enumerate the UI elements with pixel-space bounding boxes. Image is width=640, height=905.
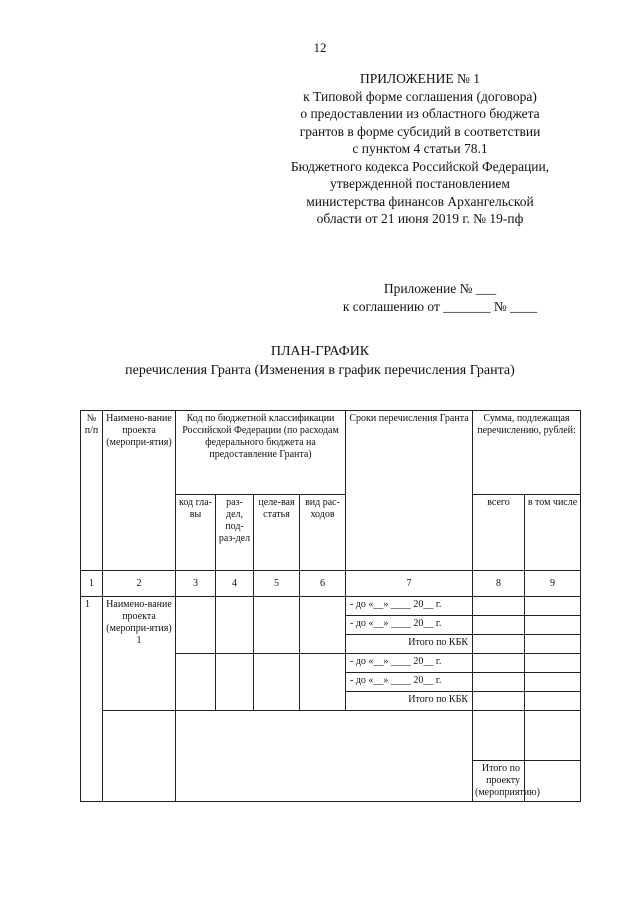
cell-code-chapter bbox=[176, 654, 216, 711]
cell-code-chapter bbox=[176, 597, 216, 654]
header-code-expense: вид рас-ходов bbox=[300, 495, 346, 571]
cell-sum-including bbox=[525, 654, 581, 673]
header-code-section: раз-дел, под-раз-дел bbox=[216, 495, 254, 571]
transfer-date: - до «__» ____ 20__ г. bbox=[346, 673, 473, 692]
kbk-total: Итого по КБК bbox=[346, 692, 473, 711]
cell-code-expense bbox=[300, 654, 346, 711]
row-num: 1 bbox=[81, 597, 103, 802]
column-number: 5 bbox=[254, 571, 300, 597]
cell-code-expense bbox=[300, 597, 346, 654]
transfer-date: - до «__» ____ 20__ г. bbox=[346, 654, 473, 673]
header-sum-total: всего bbox=[473, 495, 525, 571]
cell-empty bbox=[103, 711, 176, 802]
cell-sum-including bbox=[525, 635, 581, 654]
cell-sum-including bbox=[525, 673, 581, 692]
cell-sum-total bbox=[473, 597, 525, 616]
column-number-row bbox=[81, 571, 581, 597]
appendix-header-line: Бюджетного кодекса Российской Федерации, bbox=[290, 158, 550, 174]
agreement-date-number: к соглашению от _______ № ____ bbox=[342, 299, 538, 314]
appendix-header-line: утвержденной постановлением bbox=[330, 176, 510, 191]
cell-sum-total bbox=[473, 673, 525, 692]
cell-code-target bbox=[254, 597, 300, 654]
grant-schedule-table bbox=[80, 410, 581, 802]
cell-empty bbox=[473, 711, 525, 761]
column-number: 1 bbox=[81, 571, 103, 597]
document-title bbox=[0, 342, 640, 380]
header-num: № п/п bbox=[81, 411, 103, 571]
appendix-header-line: грантов в форме субсидий в соответствии bbox=[299, 123, 541, 139]
cell-sum-total bbox=[473, 692, 525, 711]
appendix-header-line: ПРИЛОЖЕНИЕ № 1 bbox=[359, 71, 481, 86]
header-code-chapter: код гла-вы bbox=[176, 495, 216, 571]
cell-code-section bbox=[216, 597, 254, 654]
transfer-date: - до «__» ____ 20__ г. bbox=[346, 597, 473, 616]
cell-code-target bbox=[254, 654, 300, 711]
agreement-reference bbox=[300, 280, 580, 316]
column-number: 8 bbox=[473, 571, 525, 597]
appendix-header-line: с пунктом 4 статьи 78.1 bbox=[352, 141, 488, 156]
appendix-header-line: министерства финансов Архангельской bbox=[306, 193, 534, 209]
table-row bbox=[81, 597, 581, 616]
cell-sum-total bbox=[525, 711, 581, 761]
header-budget-code: Код по бюджетной классификации Российской Федерации (по расходам федерального бюджета на предоставление Гранта) bbox=[176, 411, 346, 495]
cell-sum-total bbox=[473, 635, 525, 654]
cell-sum-total bbox=[473, 654, 525, 673]
transfer-date: - до «__» ____ 20__ г. bbox=[346, 616, 473, 635]
column-number: 7 bbox=[346, 571, 473, 597]
column-number: 9 bbox=[525, 571, 581, 597]
column-number: 4 bbox=[216, 571, 254, 597]
cell-sum-including bbox=[525, 597, 581, 616]
table-header-row bbox=[81, 411, 581, 495]
cell-sum-including bbox=[525, 692, 581, 711]
header-project-name: Наимено-вание проекта (меропри-ятия) bbox=[103, 411, 176, 571]
appendix-header-line: о предоставлении из областного бюджета bbox=[300, 106, 540, 121]
column-number: 2 bbox=[103, 571, 176, 597]
header-code-target: целе-вая статья bbox=[254, 495, 300, 571]
project-total: Итого по проекту (мероприятию) bbox=[473, 761, 525, 802]
cell-sum-including bbox=[525, 616, 581, 635]
appendix-header-line: области от 21 июня 2019 г. № 19-пф bbox=[316, 211, 524, 226]
agreement-appendix-number: Приложение № ___ bbox=[383, 281, 497, 296]
row-project-name: Наимено-вание проекта (меропри-ятия) 1 bbox=[103, 597, 176, 711]
appendix-header bbox=[270, 70, 570, 228]
cell-empty bbox=[176, 711, 473, 802]
cell-sum-total bbox=[473, 616, 525, 635]
appendix-header-line: к Типовой форме соглашения (договора) bbox=[303, 88, 537, 104]
title-main: ПЛАН-ГРАФИК bbox=[270, 344, 370, 359]
title-subtitle: перечисления Гранта (Изменения в график перечисления Гранта) bbox=[125, 363, 515, 378]
table-row bbox=[81, 711, 581, 761]
header-sum-including: в том числе bbox=[525, 495, 581, 571]
kbk-total: Итого по КБК bbox=[346, 635, 473, 654]
header-sum: Сумма, подлежащая перечислению, рублей: bbox=[473, 411, 581, 495]
header-transfer-terms: Сроки перечисления Гранта bbox=[346, 411, 473, 571]
column-number: 3 bbox=[176, 571, 216, 597]
cell-code-section bbox=[216, 654, 254, 711]
column-number: 6 bbox=[300, 571, 346, 597]
page-number: 12 bbox=[313, 40, 327, 55]
